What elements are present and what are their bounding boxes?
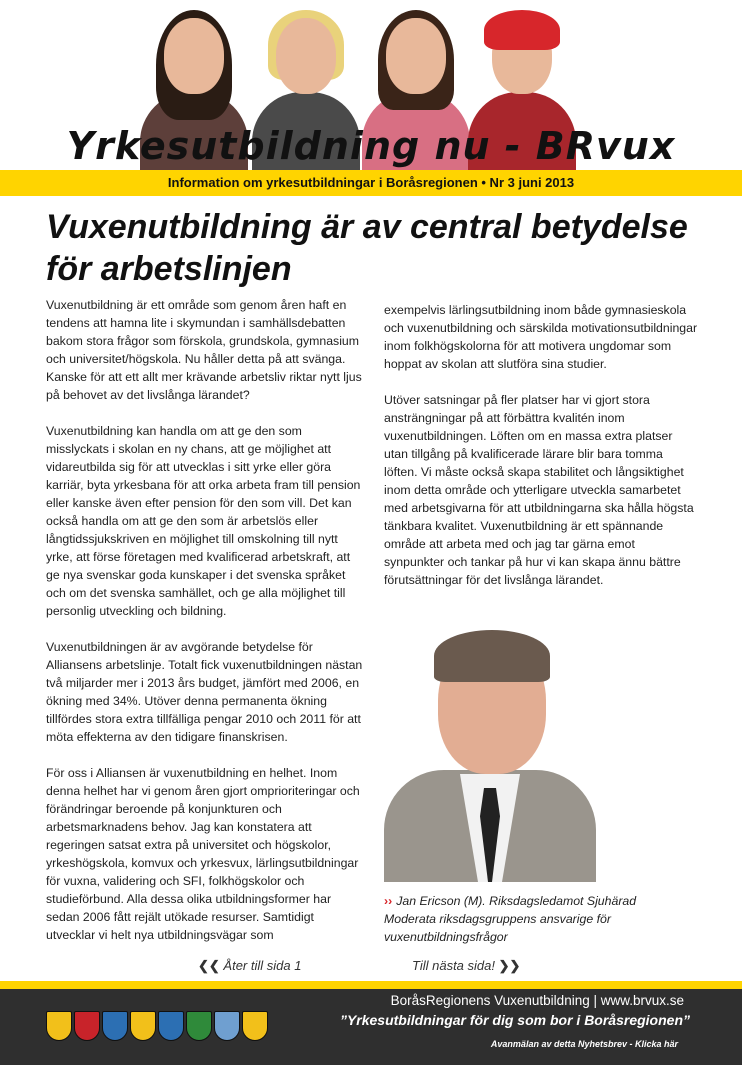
municipality-crest-icon (102, 1011, 128, 1041)
masthead (0, 0, 742, 196)
double-chevron-right-icon: ❯❯ (498, 958, 521, 973)
next-page-label: Till nästa sida! (412, 958, 495, 973)
municipality-crest-icon (46, 1011, 72, 1041)
article-column-left (46, 296, 364, 962)
article-column-right (384, 301, 698, 607)
municipality-crest-icon (214, 1011, 240, 1041)
municipality-crests (46, 1011, 270, 1043)
article-paragraph: För oss i Alliansen är vuxenutbildning en helhet. Inom denna helhet har vi genom åren gjort omprioriteringar och förändringar beroende på konjunkturen och arbetsmarknadens behov. Jag kan konstatera att regeringen satsat extra på universitet och högskolor, yrkeshögskola, komvux och yrkesvux, lärlingsutbildningar för vuxna, validering och SFI, folkhögskolor och studieförbund. Alla dessa olika utbildningsformer har sedan 2006 fått rejält utökade resurser. Samtidigt utvecklar vi helt nya utbildningsvägar som (46, 766, 360, 942)
article-paragraph: Vuxenutbildningen är av avgörande betydelse för Alliansens arbetslinje. Totalt fick vuxenutbildningen nästan två miljarder mer i 2013 års budget, jämfört med 2006, en ökning med 34%. Utöver denna permanenta ökning tillfördes stora extra tillfälliga pengar 2010 och 2011 för att möta effekterna av den tidigare finanskrisen. (46, 640, 363, 744)
article-paragraph: exempelvis lärlingsutbildning inom både gymnasieskola och vuxenutbildning och särskilda motivationsutbildningar inom folkhögskolorna för att motivera ungdomar som hoppat av skolan att slutföra sina studier. (384, 303, 698, 371)
unsubscribe-link[interactable]: Avanmälan av detta Nyhetsbrev - Klicka här (490, 1039, 678, 1049)
masthead-title: Yrkesutbildning nu - BRvux (66, 124, 676, 168)
municipality-crest-icon (74, 1011, 100, 1041)
article-paragraph: Vuxenutbildning är ett område som genom åren haft en tendens att hamna lite i skymundan i samhällsdebatten bakom stora frågor som förskola, grundskola, gymnasium och universitet/högskola. Nu håller detta på att svänga. Kanske för att ett allt mer krävande arbetsliv riktar nytt ljus på behovet av det livslånga lärandet? (46, 298, 362, 402)
author-portrait (384, 624, 596, 882)
footer (0, 989, 742, 1065)
municipality-crest-icon (130, 1011, 156, 1041)
footer-organization: BoråsRegionens Vuxenutbildning | www.brvux.se (390, 993, 684, 1008)
article-paragraph: Utöver satsningar på fler platser har vi gjort stora ansträngningar på att förbättra kvalitén inom vuxenutbildningen. Löften om en massa extra platser utan tillgång på kvalificerade lärare blir bara tomma löften. Vi måste också skapa stabilitet och långsiktighet inom detta område och ytterligare utveckla samarbetet med arbetsgivarna för att utbildningarna ska hålla högsta tänkbara kvalitet. Vuxenutbildning är ett spännande område att arbeta med och jag tar gärna emot synpunkter och tankar på hur vi kan skapa ännu bättre förutsättningar för det livslånga lärandet. (384, 393, 694, 587)
footer-yellow-bar (0, 981, 742, 989)
municipality-crest-icon (242, 1011, 268, 1041)
masthead-subtitle: Information om yrkesutbildningar i Boråsregionen • Nr 3 juni 2013 (167, 175, 575, 190)
footer-slogan: ”Yrkesutbildningar för dig som bor i Boråsregionen” (339, 1012, 690, 1028)
previous-page-link[interactable] (198, 958, 301, 974)
caption-text: Jan Ericson (M). Riksdagsledamot Sjuhärad Moderata riksdagsgruppens ansvarige för vuxenutbildningsfrågor (384, 894, 637, 944)
municipality-crest-icon (186, 1011, 212, 1041)
double-chevron-left-icon: ❮❮ (198, 958, 220, 973)
caption-chevron-icon: ›› (384, 894, 393, 908)
portrait-caption (384, 892, 684, 946)
next-page-link[interactable] (412, 958, 520, 974)
article-headline: Vuxenutbildning är av central betydelse för arbetslinjen (46, 208, 688, 288)
previous-page-label: Åter till sida 1 (223, 958, 302, 973)
municipality-crest-icon (158, 1011, 184, 1041)
article-paragraph: Vuxenutbildning kan handla om att ge den som misslyckats i skolan en ny chans, att ge möjlighet att vidareutbilda sig för att utvecklas i sitt yrke eller göra karriär, byta yrkesbana för att orka arbeta fram till pension eller kanske även efter pension för den som vill. Det kan också handla om att ge den som är arbetslös eller långtidssjukskriven en möjlighet till omskolning till nytt yrke, att förse företagen med kvalificerad arbetskraft, att ge nya svenskar goda kunskaper i det svenska språket och om det svenska samhället, och ge alla möjlighet till personlig utveckling och bildning. (46, 424, 361, 618)
